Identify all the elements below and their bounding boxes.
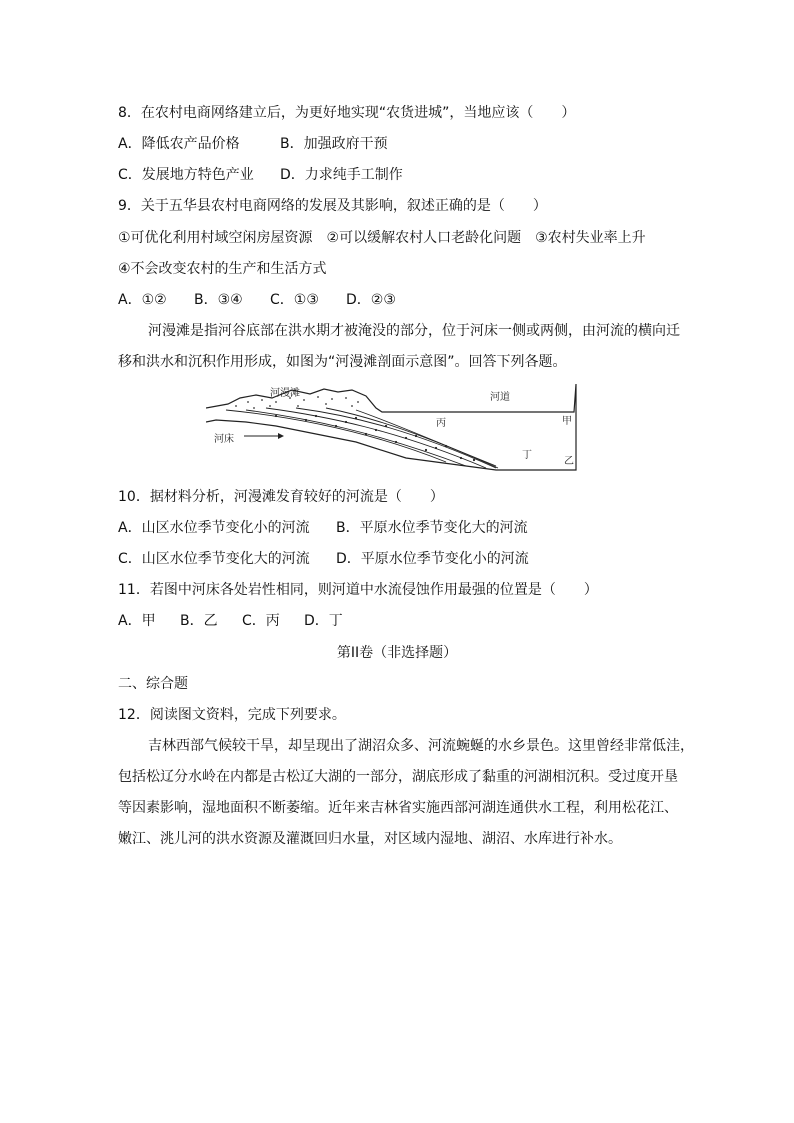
q12-para-line3: 等因素影响，湿地面积不断萎缩。近年来吉林省实施西部河湖连通供水工程，利用松花江、 xyxy=(118,800,678,816)
q10-option-c: C．山区水位季节变化大的河流 xyxy=(118,551,310,567)
label-channel: 河道 xyxy=(490,392,510,403)
label-floodplain: 河漫滩 xyxy=(270,388,300,399)
label-bing: 丙 xyxy=(436,418,446,429)
q11-stem: 11．若图中河床各处岩性相同，则河道中水流侵蚀作用最强的位置是（ ） xyxy=(118,582,598,598)
q11-options xyxy=(118,611,343,631)
profile-outline xyxy=(206,384,576,470)
q10-stem: 10．据材料分析，河漫滩发育较好的河流是（ ） xyxy=(118,489,444,505)
q9-options xyxy=(118,290,396,310)
q11-option-d: D．丁 xyxy=(304,613,343,629)
label-riverbed: 河床 xyxy=(214,434,234,445)
q8-stem: 8．在农村电商网络建立后，为更好地实现“农货进城”，当地应该（ ） xyxy=(118,105,576,121)
q9-option-c: C．①③ xyxy=(270,292,319,308)
q12-para-line4: 嫩江、洮儿河的洪水资源及灌溉回归水量，对区域内湿地、湖沼、水库进行补水。 xyxy=(118,831,622,847)
q10-options-row2 xyxy=(118,549,529,569)
q11-option-c: C．丙 xyxy=(242,613,280,629)
q9-option-b: B．③④ xyxy=(194,292,243,308)
q8-option-a: A．降低农产品价格 xyxy=(118,136,240,152)
q8-options-row1 xyxy=(118,134,388,154)
floodplain-profile-figure xyxy=(206,380,582,472)
q9-option-d: D．②③ xyxy=(346,292,396,308)
q10-option-d: D．平原水位季节变化小的河流 xyxy=(336,551,529,567)
q12-stem: 12．阅读图文资料，完成下列要求。 xyxy=(118,707,346,723)
q9-statements-line1: ①可优化利用村域空闲房屋资源 ②可以缓解农村人口老龄化问题 ③农村失业率上升 xyxy=(118,230,646,246)
intro-line2: 移和洪水和沉积作用形成，如图为“河漫滩剖面示意图”。回答下列各题。 xyxy=(118,354,567,370)
q8-options-row2 xyxy=(118,165,403,185)
label-yi: 乙 xyxy=(564,456,574,467)
q10-option-b: B．平原水位季节变化大的河流 xyxy=(336,520,528,536)
label-jia: 甲 xyxy=(562,416,572,427)
q12-para-line2: 包括松辽分水岭在内都是古松辽大湖的一部分，湖底形成了黏重的河湖相沉积。受过度开垦 xyxy=(118,769,678,785)
label-ding: 丁 xyxy=(522,450,532,461)
q10-options-row1 xyxy=(118,518,528,538)
q9-statements-line2: ④不会改变农村的生产和生活方式 xyxy=(118,261,327,277)
q8-option-b: B．加强政府干预 xyxy=(280,136,388,152)
intro-line1: 河漫滩是指河谷底部在洪水期才被淹没的部分，位于河床一侧或两侧，由河流的横向迁 xyxy=(148,323,680,339)
q10-option-a: A．山区水位季节变化小的河流 xyxy=(118,520,310,536)
section2-title: 第II卷（非选择题） xyxy=(336,645,458,661)
q9-stem: 9．关于五华县农村电商网络的发展及其影响，叙述正确的是（ ） xyxy=(118,198,547,214)
q8-option-d: D．力求纯手工制作 xyxy=(280,167,403,183)
q11-option-a: A．甲 xyxy=(118,613,156,629)
flow-arrow-head xyxy=(278,433,284,439)
sediment-layers xyxy=(226,408,498,468)
section2-heading: 二、综合题 xyxy=(118,676,188,692)
q12-para-line1: 吉林西部气候较干旱，却呈现出了湖沼众多、河流蜿蜒的水乡景色。这里曾经非常低洼， xyxy=(148,738,694,754)
q8-option-c: C．发展地方特色产业 xyxy=(118,167,254,183)
q9-option-a: A．①② xyxy=(118,292,167,308)
q11-option-b: B．乙 xyxy=(180,613,218,629)
